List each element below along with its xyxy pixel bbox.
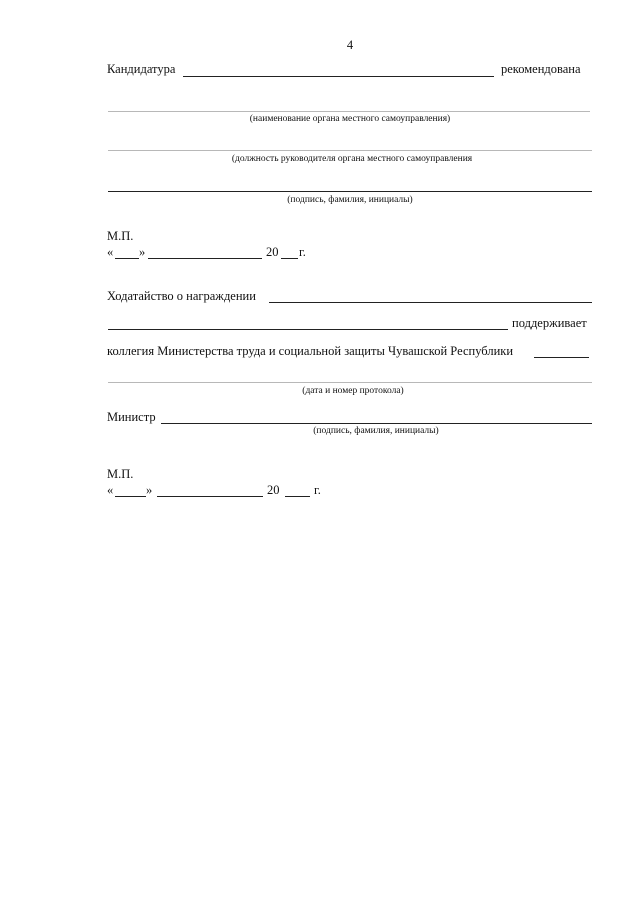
supports-blank bbox=[108, 329, 508, 330]
recommended-label: рекомендована bbox=[501, 62, 581, 76]
date-close-quote-1: » bbox=[139, 245, 146, 259]
date-close-quote-2: » bbox=[146, 483, 153, 497]
signature-line-1 bbox=[108, 191, 592, 192]
date-day-blank-1 bbox=[115, 258, 139, 259]
signature-caption-1: (подпись, фамилия, инициалы) bbox=[287, 195, 413, 205]
date-year-suffix-2: г. bbox=[314, 483, 321, 497]
protocol-line bbox=[108, 382, 592, 383]
page-number: 4 bbox=[346, 38, 354, 52]
petition-blank bbox=[269, 302, 592, 303]
minister-signature-line bbox=[161, 423, 592, 424]
date-day-blank-2 bbox=[115, 496, 146, 497]
date-open-quote-2: « bbox=[107, 483, 114, 497]
date-year-prefix-2: 20 bbox=[267, 483, 280, 497]
petition-label: Ходатайство о награждении bbox=[107, 289, 256, 303]
head-position-line bbox=[108, 150, 592, 151]
head-position-caption: (должность руководителя органа местного самоуправления bbox=[231, 154, 473, 164]
collegium-text: коллегия Министерства труда и социальной защиты Чувашской Республики bbox=[107, 344, 514, 358]
signature-caption-2: (подпись, фамилия, инициалы) bbox=[313, 426, 439, 436]
supports-label: поддерживает bbox=[512, 316, 587, 330]
date-year-suffix-1: г. bbox=[299, 245, 306, 259]
date-year-blank-1 bbox=[281, 258, 298, 259]
stamp-label-2: М.П. bbox=[107, 467, 134, 481]
candidate-label: Кандидатура bbox=[107, 62, 176, 76]
minister-label: Министр bbox=[107, 410, 156, 424]
protocol-caption: (дата и номер протокола) bbox=[302, 386, 404, 396]
collegium-blank bbox=[534, 357, 589, 358]
organ-name-caption: (наименование органа местного самоуправления) bbox=[249, 114, 451, 124]
date-open-quote-1: « bbox=[107, 245, 114, 259]
candidate-blank bbox=[183, 76, 494, 77]
stamp-label-1: М.П. bbox=[107, 229, 134, 243]
date-month-blank-2 bbox=[157, 496, 263, 497]
date-month-blank-1 bbox=[148, 258, 262, 259]
organ-name-line bbox=[108, 111, 590, 112]
date-year-prefix-1: 20 bbox=[266, 245, 279, 259]
date-year-blank-2 bbox=[285, 496, 310, 497]
